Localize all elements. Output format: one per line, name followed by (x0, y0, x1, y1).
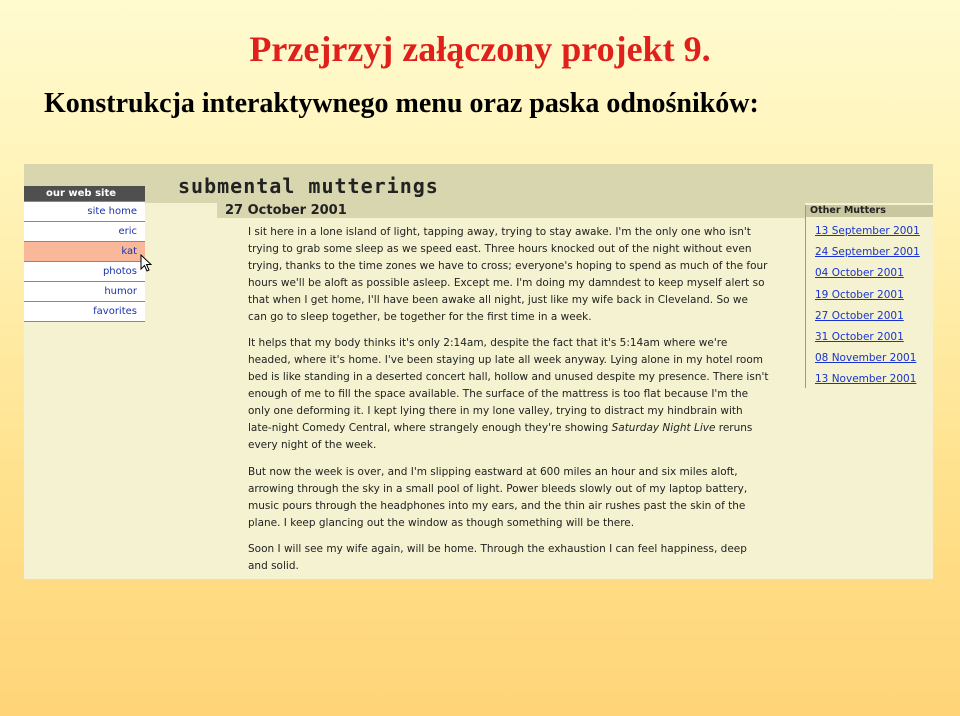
show-title: Saturday Night Live (611, 421, 716, 434)
sidebar-link-04-october-2001[interactable]: 04 October 2001 (815, 267, 904, 280)
site-nav-menu (24, 186, 145, 322)
nav-item-site-home[interactable]: site home (24, 201, 145, 221)
article-paragraph: But now the week is over, and I'm slipping eastward at 600 miles an hour and six miles aloft, arrowing through the sky in a small pool of light. Power bleeds slowly out of my laptop battery, music pours through the headphones into my ears, and the thin air rushes past the skin of the plane. I keep glancing out the window as though something will be there. (248, 465, 748, 529)
sidebar-link-19-october-2001[interactable]: 19 October 2001 (815, 288, 904, 301)
nav-item-photos[interactable]: photos (24, 261, 145, 281)
article-paragraph: It helps that my body thinks it's only 2:14am, despite the fact that it's 5:14am where we're headed, where it's home. I've been staying up late all week anyway. Lying alone in my hotel room bed is like standing in a deserted concert hall, hollow and unused despite my presence. There isn't enough of me to fill the space available. The surface of the mattress is too flat because I'm the only one deforming it. I kept lying there in my lone valley, trying to distract my hindbrain with late-night Comedy Central, where strangely enough they're showing Saturday Night Live reruns every night of the week. (248, 337, 769, 451)
site-title: submental mutterings (178, 174, 439, 198)
slide-subtitle: Konstrukcja interaktywnego menu oraz paska odnośników: (44, 88, 759, 119)
header-band (24, 164, 933, 203)
article-paragraph: I sit here in a lone island of light, tapping away, trying to stay awake. I'm the only one who isn't trying to grab some sleep as we speed east. Three hours knocked out of the night without even trying, thanks to the time zones we have to cross; everyone's hoping to spend as much of the four hours we'll be aloft as possible asleep. Except me. I'm doing my damndest to keep myself alert so that when I get home, I'll have been awake all night, just like my wife back in Cleveland. So we can go to sleep together, be together for the first time in a week. (248, 226, 768, 323)
sidebar-link-13-september-2001[interactable]: 13 September 2001 (815, 225, 920, 237)
nav-header: our web site (24, 186, 145, 201)
sidebar-link-31-october-2001[interactable]: 31 October 2001 (815, 330, 904, 343)
sidebar-link-13-november-2001[interactable]: 13 November 2001 (815, 373, 917, 386)
nav-item-eric[interactable]: eric (24, 221, 145, 241)
sidebar-link-08-november-2001[interactable]: 08 November 2001 (815, 352, 917, 365)
nav-item-humor[interactable]: humor (24, 281, 145, 301)
article-body (248, 224, 776, 579)
nav-item-kat[interactable]: kat (24, 241, 145, 261)
mouse-pointer-icon (140, 254, 152, 272)
sidebar-header: Other Mutters (806, 205, 933, 217)
slide-title: Przejrzyj załączony projekt 9. (249, 29, 711, 69)
sidebar-link-27-october-2001[interactable]: 27 October 2001 (815, 309, 904, 322)
article-paragraph: Soon I will see my wife again, will be home. Through the exhaustion I can feel happiness, deep and solid. (248, 543, 747, 573)
nav-item-favorites[interactable]: favorites (24, 301, 145, 322)
sidebar-link-24-september-2001[interactable]: 24 September 2001 (815, 246, 920, 259)
post-date: 27 October 2001 (225, 203, 347, 218)
embedded-webpage-screenshot (24, 164, 933, 579)
other-mutters-sidebar (805, 205, 933, 388)
